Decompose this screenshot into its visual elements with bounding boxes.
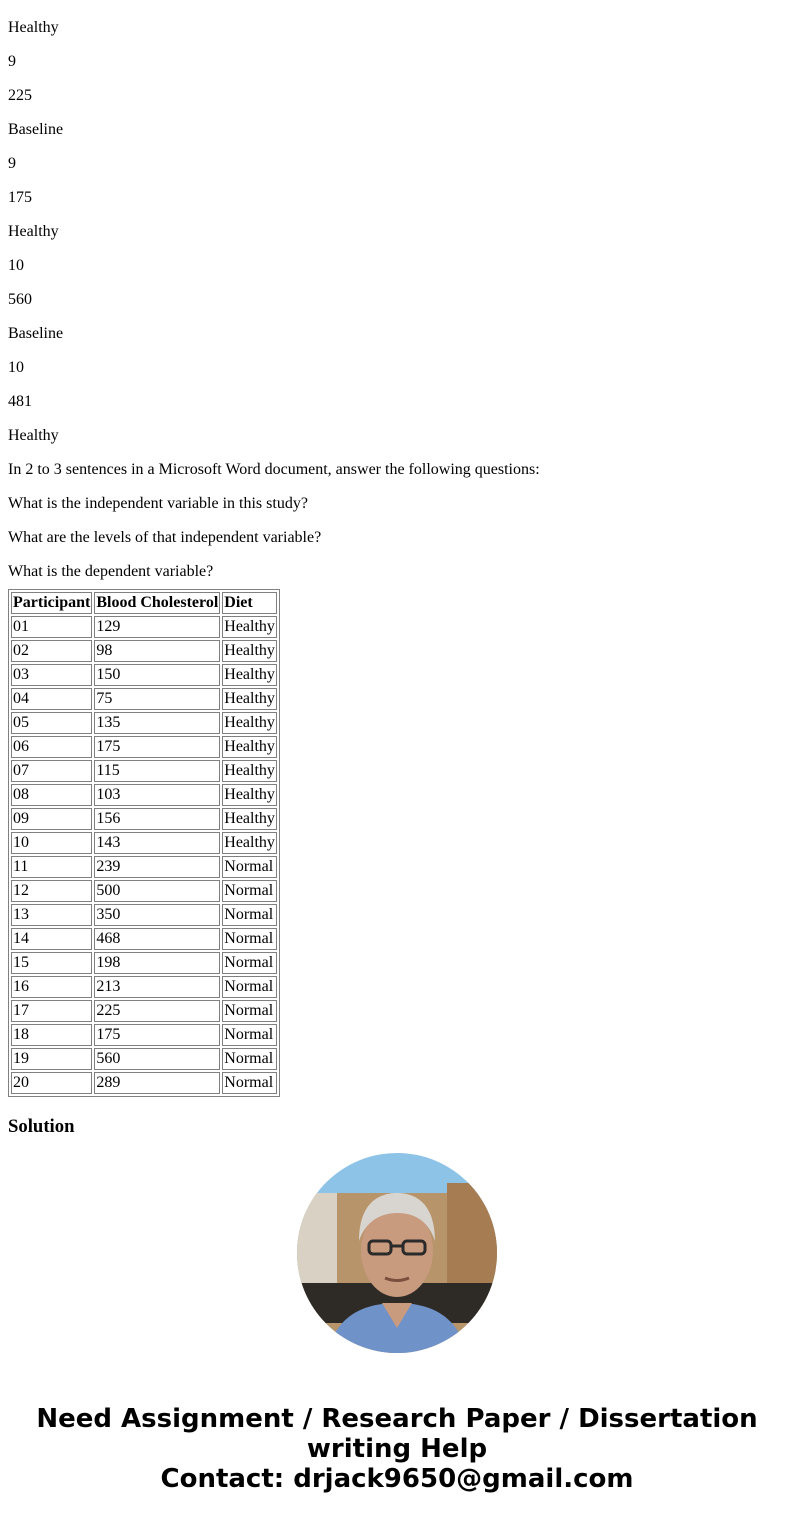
table-row [11,616,277,638]
cell-cholesterol: 225 [94,1000,220,1022]
text-line: 225 [8,87,32,104]
cell-cholesterol: 289 [94,1072,220,1094]
cell-participant: 13 [11,904,92,926]
cell-participant: 19 [11,1048,92,1070]
table-row [11,1072,277,1094]
cell-participant: 10 [11,832,92,854]
cell-cholesterol: 560 [94,1048,220,1070]
cholesterol-table [8,589,280,1097]
cell-diet: Normal [222,952,277,974]
table-row [11,832,277,854]
cell-diet: Healthy [222,640,277,662]
cell-participant: 08 [11,784,92,806]
table-row [11,784,277,806]
text-line: 10 [8,359,24,376]
instruction-text: In 2 to 3 sentences in a Microsoft Word document, answer the following questions: [8,461,540,478]
cell-participant: 18 [11,1024,92,1046]
table-row [11,1048,277,1070]
cell-participant: 20 [11,1072,92,1094]
solution-heading: Solution [8,1116,75,1137]
header-participant: Participant [11,592,92,614]
text-lines [8,19,786,581]
cell-cholesterol: 135 [94,712,220,734]
text-line: Baseline [8,121,64,138]
cell-participant: 09 [11,808,92,830]
cell-diet: Normal [222,1072,277,1094]
table-row [11,1000,277,1022]
table-row [11,952,277,974]
cell-participant: 05 [11,712,92,734]
cell-cholesterol: 175 [94,736,220,758]
table-row [11,760,277,782]
cell-diet: Healthy [222,832,277,854]
cell-participant: 03 [11,664,92,686]
cell-participant: 16 [11,976,92,998]
text-line: Baseline [8,325,64,342]
cell-diet: Healthy [222,688,277,710]
cell-cholesterol: 468 [94,928,220,950]
cell-diet: Normal [222,856,277,878]
cell-cholesterol: 98 [94,640,220,662]
cell-participant: 04 [11,688,92,710]
cell-diet: Healthy [222,784,277,806]
cell-participant: 02 [11,640,92,662]
cell-diet: Normal [222,1000,277,1022]
text-line: 560 [8,291,32,308]
cell-diet: Normal [222,928,277,950]
promo-line-2: writing Help [306,1434,488,1464]
cell-cholesterol: 239 [94,856,220,878]
promo-line-1: Need Assignment / Research Paper / Dissertation [36,1404,758,1434]
text-line: 481 [8,393,32,410]
person-portrait-icon [297,1153,497,1353]
text-line: Healthy [8,223,59,240]
text-line: Healthy [8,19,59,36]
table-header-row [11,592,277,614]
table-row [11,1024,277,1046]
cell-cholesterol: 129 [94,616,220,638]
author-avatar [297,1153,497,1353]
cell-diet: Healthy [222,664,277,686]
cell-diet: Normal [222,880,277,902]
cell-cholesterol: 115 [94,760,220,782]
text-line: 10 [8,257,24,274]
cell-participant: 07 [11,760,92,782]
cell-cholesterol: 103 [94,784,220,806]
cell-cholesterol: 143 [94,832,220,854]
cell-diet: Normal [222,976,277,998]
cell-diet: Healthy [222,760,277,782]
cell-cholesterol: 198 [94,952,220,974]
text-line: Healthy [8,427,59,444]
table-row [11,856,277,878]
table-row [11,736,277,758]
cell-participant: 11 [11,856,92,878]
question-3: What is the dependent variable? [8,563,214,580]
cell-diet: Healthy [222,712,277,734]
promo-banner [0,1404,794,1494]
cell-diet: Healthy [222,808,277,830]
cell-participant: 14 [11,928,92,950]
cell-participant: 06 [11,736,92,758]
text-line: 175 [8,189,32,206]
cell-participant: 01 [11,616,92,638]
cell-cholesterol: 350 [94,904,220,926]
table-row [11,640,277,662]
cell-cholesterol: 150 [94,664,220,686]
table-row [11,928,277,950]
cell-diet: Healthy [222,736,277,758]
table-row [11,904,277,926]
cell-diet: Normal [222,904,277,926]
cell-participant: 12 [11,880,92,902]
cell-cholesterol: 500 [94,880,220,902]
cell-participant: 17 [11,1000,92,1022]
cell-cholesterol: 175 [94,1024,220,1046]
cell-cholesterol: 75 [94,688,220,710]
cell-diet: Normal [222,1024,277,1046]
cell-diet: Normal [222,1048,277,1070]
cell-participant: 15 [11,952,92,974]
text-line: 9 [8,53,16,70]
promo-contact: Contact: drjack9650@gmail.com [160,1464,634,1494]
table-row [11,976,277,998]
table-row [11,664,277,686]
table-row [11,712,277,734]
question-2: What are the levels of that independent variable? [8,529,322,546]
cell-cholesterol: 213 [94,976,220,998]
document-body [8,0,786,1138]
table-row [11,808,277,830]
header-diet: Diet [222,592,277,614]
header-blood-cholesterol: Blood Cholesterol [94,592,220,614]
text-line: 9 [8,155,16,172]
cell-cholesterol: 156 [94,808,220,830]
table-row [11,688,277,710]
table-row [11,880,277,902]
question-1: What is the independent variable in this study? [8,495,308,512]
cell-diet: Healthy [222,616,277,638]
